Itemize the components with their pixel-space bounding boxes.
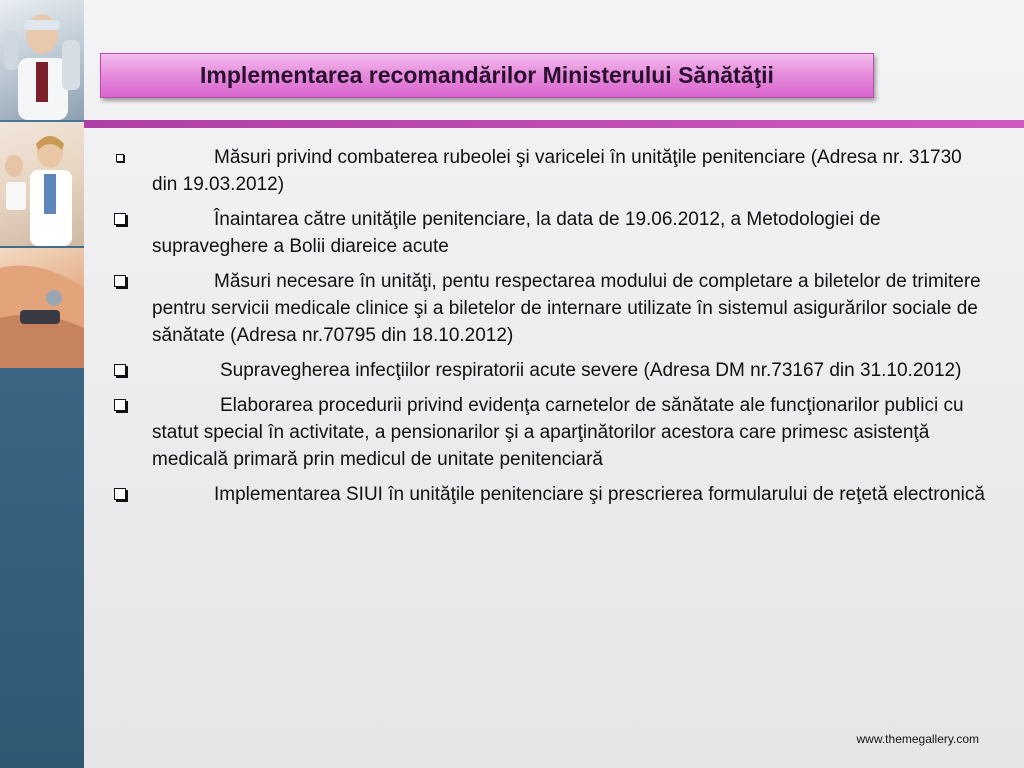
list-item-text: Măsuri necesare în unităţi, pentu respectarea modului de completare a biletelor de trimitere pentru servicii medicale clinice şi a biletelor de internare utilizate în sistemul asigurărilor sociale de sănătate (Adresa nr.70795 din 18.10.2012) [152, 271, 981, 346]
medical-staff-photo [0, 0, 84, 120]
list-item-text: Înaintarea către unităţile penitenciare, la data de 19.06.2012, a Metodologiei de supraveghere a Bolii diareice acute [152, 209, 881, 257]
footer-url: www.themegallery.com [856, 732, 979, 746]
list-item-text: Supravegherea infecţiilor respiratorii acute severe (Adresa DM nr.73167 din 31.10.2012) [220, 360, 962, 381]
square-bullet-icon [114, 275, 126, 287]
square-bullet-icon [114, 213, 126, 225]
list-item [112, 268, 992, 349]
square-bullet-icon [114, 488, 126, 500]
list-item [112, 144, 992, 198]
bullet-list [112, 144, 992, 516]
square-bullet-icon [114, 399, 126, 411]
blood-pressure-photo [0, 248, 84, 368]
page-title: Implementarea recomandărilor Ministerului Sănătăţii [200, 62, 774, 88]
square-bullet-icon [114, 364, 126, 376]
list-item-text: Elaborarea procedurii privind evidenţa carnetelor de sănătate ale funcţionarilor publici cu statut special în activitate, a pensionarilor şi a aparţinătorilor acestora care primesc asistenţă medicală primară prin medicul de unitate penitenciară [152, 395, 964, 470]
list-item-text: Măsuri privind combaterea rubeolei şi varicelei în unităţile penitenciare (Adresa nr. 31730 din 19.03.2012) [152, 147, 962, 195]
list-item [112, 392, 992, 473]
list-item [112, 206, 992, 260]
accent-bar [84, 120, 1024, 128]
doctor-photo [0, 122, 84, 246]
list-item [112, 357, 992, 384]
square-bullet-icon [116, 154, 124, 162]
title-banner [100, 53, 874, 98]
list-item-text: Implementarea SIUI în unităţile penitenciare şi prescrierea formularului de reţetă electronică [214, 484, 985, 505]
list-item [112, 481, 992, 508]
